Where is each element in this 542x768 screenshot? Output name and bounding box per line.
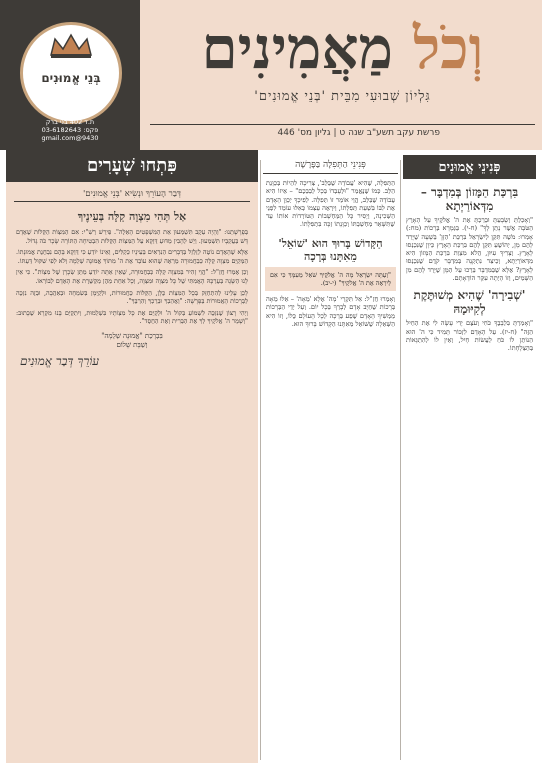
right-article2-title: 'שְׁבִירָה' שֶׁהִיא מְשׁוּתֶּקֶת לְקִיּוּמָהּ [413, 288, 526, 317]
middle-quote-box: "וְעַתָּה יִשְׂרָאֵל מָה ה' אֱלֹקֶיךָ שֹׁאֵל מֵעִמָּךְ כִּי אִם לְיִרְאָה אֶת ה' אֱלֹקֶיךָ" (י-יב). [265, 267, 396, 291]
crown-icon [47, 33, 95, 59]
middle-article2-title: הַקָּדוֹשׁ בָּרוּךְ הוּא 'שׁוֹאֵל' מֵאִתָּנוּ בְּרָכָה [278, 236, 383, 263]
signoff-line-1: בִּבְרָכַת "אֱמוּנָה שְׁלֵמָה" [101, 331, 163, 340]
title-rest: מַאֲמִינִים [201, 14, 393, 82]
middle-body2: וְאָמְרוּ חֲזַ"ל: אַל תִּקְרֵי 'מָה' אֶלָּא 'מֵאָה' – אֵלּוּ מֵאָה בְּרָכוֹת שֶׁחַיָּב אָדָם לְבָרֵךְ בְּכָל יוֹם. וְעַל יְדֵי הַבְּרָכוֹת מַמְשִׁיךְ הָאָדָם שֶׁפַע בְּרָכָה לְכָל הָעוֹלָם כֻּלּוֹ, וְזוֹ הִיא הַשְּׁאֵלָה שֶׁשּׁוֹאֵל מֵאִתָּנוּ הַקָּדוֹשׁ בָּרוּךְ הוּא. [266, 295, 395, 329]
logo-panel [0, 0, 140, 150]
contact-email: 9430@gmail.com [41, 134, 99, 142]
left-paragraph-3: וְכֵן אָמְרוּ חֲזַ"ל: "הֱוֵי זָהִיר בְּמִצְוָה קַלָּה כְּבַחֲמוּרָה, שֶׁאֵין אַתָּה יוֹדֵעַ מַתַּן שְׂכָרָן שֶׁל מִצְוֹת". כִּי אֵין לָנוּ הַשָּׂגָה בְּעֶרְכָּהּ הָאֲמִתִּי שֶׁל כָּל מִצְוָה וּמִצְוָה, וְכָל אַחַת מֵהֶן מְקַשֶּׁרֶת אֶת הָאָדָם לְבוֹרְאוֹ. [16, 268, 248, 285]
signoff-line-2: וְשַׁבָּת שָׁלוֹם [116, 340, 148, 349]
left-paragraph-2: אֶלָּא שֶׁהָאָדָם נוֹטֶה לְזַלְזֵל בַּדְּבָרִים הַנִּרְאִים בְּעֵינָיו כְּקַלִּים, וְאֵינוֹ יוֹדֵעַ כִּי דַּוְקָא בָּהֶם נִבְחֶנֶת אֱמוּנָתוֹ. הַמְּקַיֵּם מִצְוָה קַלָּה כְּבַחֲמוּרָה מַרְאֶה שֶׁהוּא עוֹבֵד אֶת ה' מִתּוֹךְ אֱמוּנָה שְׁלֵמָה וְלֹא לְפִי שִׁקּוּל דַּעְתּוֹ. [16, 248, 248, 265]
right-article1-body: "וְאָכַלְתָּ וְשָׂבָעְתָּ וּבֵרַכְתָּ אֶת ה' אֱלֹקֶיךָ עַל הָאָרֶץ הַטֹּבָה אֲשֶׁר נָתַן לָךְ" (ח-י). בַּגְּמָרָא בְּרָכוֹת (מח:) אָמְרוּ: מֹשֶׁה תִּקֵּן לְיִשְׂרָאֵל בִּרְכַּת 'הַזָּן' בְּשָׁעָה שֶׁיָּרַד לָהֶם מָן, יְהוֹשֻׁעַ תִּקֵּן לָהֶם בִּרְכַּת הָאָרֶץ כֵּיוָן שֶׁנִּכְנְסוּ לָאָרֶץ. וְצָרִיךְ עִיּוּן, הֲלֹא מִצְוַת בִּרְכַּת הַמָּזוֹן הִיא מִדְּאוֹרַיְתָא, וְכֵיצַד נִתְקְנָה בְּמִדְבָּר קֹדֶם שֶׁנִּכְנְסוּ לָאָרֶץ? אֶלָּא שֶׁבַּמִּדְבָּר בֵּרְכוּ עַל הַמָּן שֶׁיָּרַד לָהֶם מִן הַשָּׁמַיִם, וְזוֹ הָיְתָה עִקַּר הוֹדָאָתָם. [406, 216, 533, 283]
newsletter-title [150, 8, 535, 88]
newsletter-subtitle: גִּלְיוֹן שְׁבוּעִי מִבֵּית 'בְּנֵי אֱמוּנִים' [254, 89, 431, 104]
left-paragraph-4: לָכֵן עָלֵינוּ לְהִתְחַזֵּק בְּכָל הַמִּצְוֹת כֻּלָּן, הַקַּלּוֹת כַּחֲמוּרוֹת, וּלְקַיְּמָן בְּשִׂמְחָה וּבְאַהֲבָה, וּבְזֶה נִזְכֶּה לַבְּרָכוֹת הָאֲמוּרוֹת בַּפָּרָשָׁה: "וַאֲהֵבְךָ וּבֵרַכְךָ וְהִרְבֶּךָ". [16, 288, 248, 306]
issue-info: פרשת עקב תשע"ב שנה ט | גליון מס' 446 [277, 128, 440, 138]
signature: עוֹרֵךְ דְּבַר אֱמוּנִים [20, 353, 100, 368]
left-header-title: פִּתְחוּ שְׁעָרִים [6, 150, 258, 182]
masthead-divider [150, 124, 535, 125]
column-divider-left [260, 160, 261, 760]
left-paragraph-1: בְּפָרָשָׁתֵנוּ: "וְהָיָה עֵקֶב תִּשְׁמְעוּן אֵת הַמִּשְׁפָּטִים הָאֵלֶּה". פֵּירֵשׁ רַשִׁ"י: אִם הַמִּצְוֹת הַקַּלּוֹת שֶׁאָדָם דָּשׁ בַּעֲקֵבָיו תִּשְׁמְעוּן. וְיֵשׁ לְהָבִין מַדּוּעַ דַּוְקָא עַל הַמִּצְוֹת הַקַּלּוֹת הִבְטִיחָה הַתּוֹרָה שָׂכָר כֹּה גָּדוֹל. [16, 228, 248, 245]
middle-column [263, 155, 398, 763]
title-main: וְכֹל [413, 14, 484, 82]
left-header [6, 150, 258, 184]
contact-address: ת.ד 402 בני ברק [45, 118, 95, 126]
left-signoff [6, 332, 258, 350]
contact-fax: פקס: 03-6182643 [41, 126, 99, 134]
column-divider-right [400, 160, 401, 760]
logo-emblem [20, 22, 122, 124]
middle-body1: הַתְּפִלָּה, שֶׁהִיא 'עֲבוֹדָה שֶׁבַּלֵּב', צְרִיכָה לִהְיוֹת בְּכַוָּנַת הַלֵּב. כְּמוֹ שֶׁנֶּאֱמַר "וּלְעָבְדוֹ בְּכָל לְבַבְכֶם" – אֵיזוֹ הִיא עֲבוֹדָה שֶׁבַּלֵּב, הֱוֵי אוֹמֵר זוֹ תְּפִלָּה. לְפִיכָךְ יְכַוֵּן הָאָדָם אֶת לִבּוֹ בִּשְׁעַת תְּפִלָּתוֹ, וְיִרְאֶה עַצְמוֹ כְּאִלּוּ עוֹמֵד לִפְנֵי הַשְּׁכִינָה, וְיָסִיר כָּל הַמַּחְשָׁבוֹת הַטּוֹרְדוֹת אוֹתוֹ עַד שֶׁתִּשָּׁאֵר מַחְשַׁבְתּוֹ וְכַוָּנָתוֹ זַכָּה בִּתְפִלָּתוֹ. [266, 179, 395, 229]
left-article-body [16, 228, 248, 326]
right-article1-title: בִּרְכַּת הַמָּזוֹן בְּמִדְבָּר – מִדְּאוֹרַיְתָא [420, 185, 519, 213]
logo-text: בְּנֵי אֱמוּנִים [41, 71, 101, 85]
left-subheader: דְּבַר הָעוֹרֵךְ וּנְשִׂיא 'בְּנֵי אֱמוּנִים' [14, 184, 250, 202]
contact-info [6, 118, 134, 142]
right-column [403, 155, 536, 763]
left-article-title: אַל תְּהִי מִצְוָה קַלָּה בְּעֵינֶיךָ [77, 210, 187, 223]
right-section-title: פְּנִינֵי אֱמוּנִים [403, 155, 536, 179]
left-paragraph-5: וְיְהִי רָצוֹן שֶׁנִּזְכֶּה לִשְׁמוֹעַ בְּקוֹל ה' וּלְקַיֵּם אֶת כָּל מִצְוֹתָיו בִּשְׁלֵמוּת, וְיִתְקַיֵּם בָּנוּ מִקְרָא שֶׁכָּתוּב: "וְשָׁמַר ה' אֱלֹקֶיךָ לְךָ אֶת הַבְּרִית וְאֶת הַחֶסֶד". [16, 308, 248, 326]
middle-section-title: פְּנִינֵי הַתְּפִלָּה בַּפָּרָשָׁה [263, 155, 398, 174]
left-column [6, 155, 258, 763]
right-article2-body: "וְאָמַרְתָּ בִּלְבָבֶךָ כֹּחִי וְעֹצֶם יָדִי עָשָׂה לִי אֶת הַחַיִל הַזֶּה" (ח-יז). עַל הָאָדָם לִזְכּוֹר תָּמִיד כִּי ה' הוּא הַנּוֹתֵן לוֹ כֹּחַ לַעֲשׂוֹת חָיִל, וְאֵין לוֹ לְהִתְגָּאוֹת בְּהַצְלָחָתוֹ. [406, 319, 533, 353]
